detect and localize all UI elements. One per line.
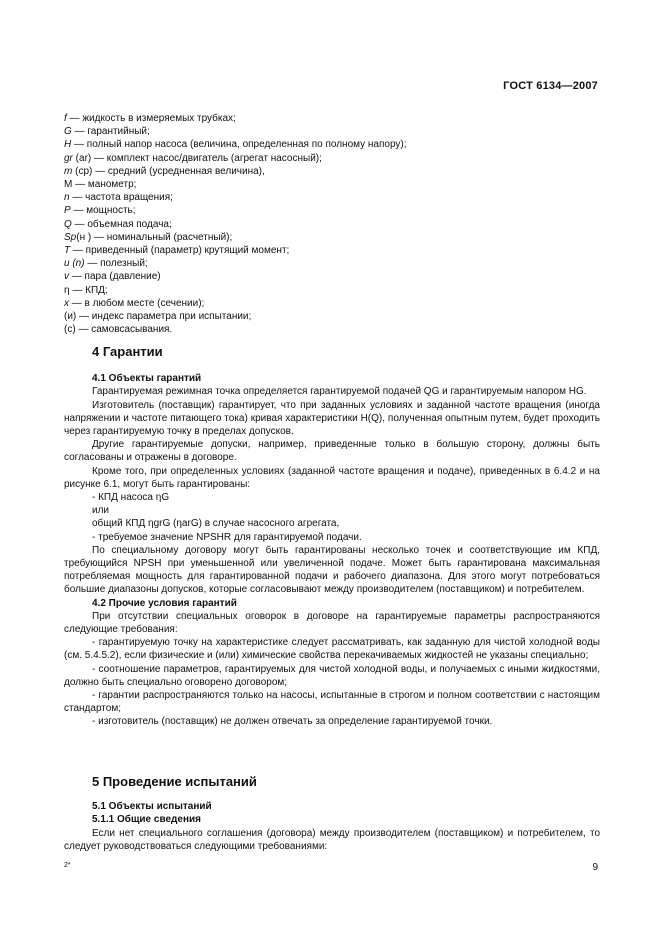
symbol-meaning: — гарантийный; (71, 126, 150, 138)
symbol-definition (64, 244, 604, 257)
section-4 (64, 345, 600, 729)
list-item: - КПД насоса ηG (92, 492, 170, 504)
symbol-definition (64, 323, 604, 336)
paragraph: Если нет специального соглашения (договора) между производителем (поставщиком) и потребителем, то следует руководствоваться следующими требованиями: (64, 827, 600, 852)
subsection-5-1-1-title: 5.1.1 Общие сведения (92, 814, 201, 826)
symbol-meaning: — приведенный (параметр) крутящий момент; (70, 245, 290, 257)
symbol-definition (64, 191, 604, 204)
symbol: v (64, 271, 69, 283)
paragraph: - соотношение параметров, гарантируемых для чистой холодной воды, и получаемых с иными жидкостями, должно быть специально оговорено договором; (64, 663, 600, 688)
symbol-meaning: (с) — самовсасывания. (64, 324, 173, 336)
subsection-4-1-title: 4.1 Объекты гарантий (92, 373, 202, 385)
symbol-definition (64, 165, 604, 178)
section-5-title: 5 Проведение испытаний (92, 774, 257, 789)
list-item: - требуемое значение NPSHR для гарантируемой подачи. (92, 531, 362, 543)
symbol-meaning: (и) — индекс параметра при испытании; (64, 311, 252, 323)
symbols-list (64, 112, 604, 336)
symbol: Q (64, 218, 72, 230)
symbol-definition (64, 138, 604, 151)
symbol-definition (64, 112, 604, 125)
paragraph: По специальному договору могут быть гарантированы несколько точек и соответствующие им КПД, требующийся NPSH при уменьшенной или увеличенной подаче. Может быть гарантирована максимальная потребляемая мощность для гарантированной подачи и рабочего диапазона. Для этого могут потребоваться большие диапазоны допусков, которые согласовывают между производителем (поставщиком) и потребителем. (64, 544, 600, 596)
symbol-meaning: (н ) — номинальный (расчетный); (76, 231, 233, 243)
paragraph: Изготовитель (поставщик) гарантирует, что при заданных условиях и заданной частоте вращения (иногда напряжении и частоте питающего тока) кривая характеристики H(Q), полученная опытным путем, будет проходить через гарантируемую точку в пределах допусков. (64, 399, 600, 438)
subsection-5-1-title: 5.1 Объекты испытаний (92, 801, 212, 813)
symbol-definition (64, 178, 604, 191)
page-number: 9 (592, 862, 598, 873)
symbol: x (64, 297, 69, 309)
symbol: T (64, 245, 71, 257)
paragraph: При отсутствии специальных оговорок в договоре на гарантируемые параметры распространяются следующие требования: (64, 610, 600, 636)
symbol-meaning: (ср) — средний (усредненная величина), (72, 165, 265, 177)
section-5 (64, 775, 600, 853)
symbol-meaning: — частота вращения; (69, 192, 173, 204)
symbol-meaning: — в любом месте (сечении); (69, 297, 205, 309)
paragraph: Другие гарантируемые допуски, например, приведенные только в большую сторону, должны быть согласованы и отражены в договоре. (64, 439, 600, 464)
symbol: Sp (64, 231, 77, 243)
paragraph: Кроме того, при определенных условиях (заданной частоте вращения и подаче), приведенных в 6.4.2 и на рисунке 6.1, могут быть гарантированы: (64, 465, 600, 490)
footer-mark: 2* (64, 862, 71, 869)
symbol-definition (64, 284, 604, 297)
symbol-meaning: — полезный; (84, 258, 148, 270)
document-header: ГОСТ 6134—2007 (503, 80, 598, 92)
symbol: m (64, 165, 73, 177)
paragraph: - гарантии распространяются только на насосы, испытанные в строгом и полном соответствии с настоящим стандартом; (64, 690, 600, 715)
symbol: gr (64, 152, 73, 164)
symbol-meaning: (ar) — комплект насос/двигатель (агрегат насосный); (72, 152, 322, 164)
symbol-definition (64, 297, 604, 310)
symbol-definition (64, 218, 604, 231)
section-4-title: 4 Гарантии (92, 344, 163, 359)
symbol: u (n) (64, 258, 85, 270)
symbol-meaning: — полный напор насоса (величина, определенная по полному напору); (71, 139, 407, 151)
symbol-definition (64, 270, 604, 283)
symbol-definition (64, 257, 604, 270)
symbol-meaning: M — манометр; (64, 179, 137, 191)
symbol: P (64, 205, 71, 217)
symbol-meaning: — жидкость в измеряемых трубках; (66, 113, 236, 124)
paragraph: Гарантируемая режимная точка определяется гарантируемой подачей QG и гарантируемым напором HG. (92, 386, 587, 398)
symbol-meaning: — пара (давление) (69, 271, 161, 283)
paragraph: - гарантируемую точку на характеристике следует рассматривать, как заданную для чистой холодной воды (см. 5.4.5.2), если физические и (или) химические свойства перекачиваемых жидкостей не указаны специально; (64, 637, 600, 662)
list-item: общий КПД ηgrG (ηarG) в случае насосного агрегата, (92, 518, 340, 530)
symbol-definition (64, 231, 604, 244)
symbol: H (64, 139, 72, 151)
symbol-meaning: — мощность; (70, 205, 136, 217)
symbol-definition (64, 125, 604, 138)
symbol-definition (64, 310, 604, 323)
symbol: f (64, 113, 67, 124)
symbol-definition (64, 152, 604, 165)
list-item: или (92, 505, 110, 517)
symbol-definition (64, 204, 604, 217)
symbol: n (64, 192, 70, 204)
subsection-4-2-title: 4.2 Прочие условия гарантий (92, 597, 237, 609)
symbol-meaning: — объемная подача; (71, 218, 172, 230)
paragraph: - изготовитель (поставщик) не должен отвечать за определение гарантируемой точки. (92, 716, 493, 728)
symbol-meaning: η — КПД; (64, 284, 108, 296)
symbol: G (64, 126, 72, 138)
